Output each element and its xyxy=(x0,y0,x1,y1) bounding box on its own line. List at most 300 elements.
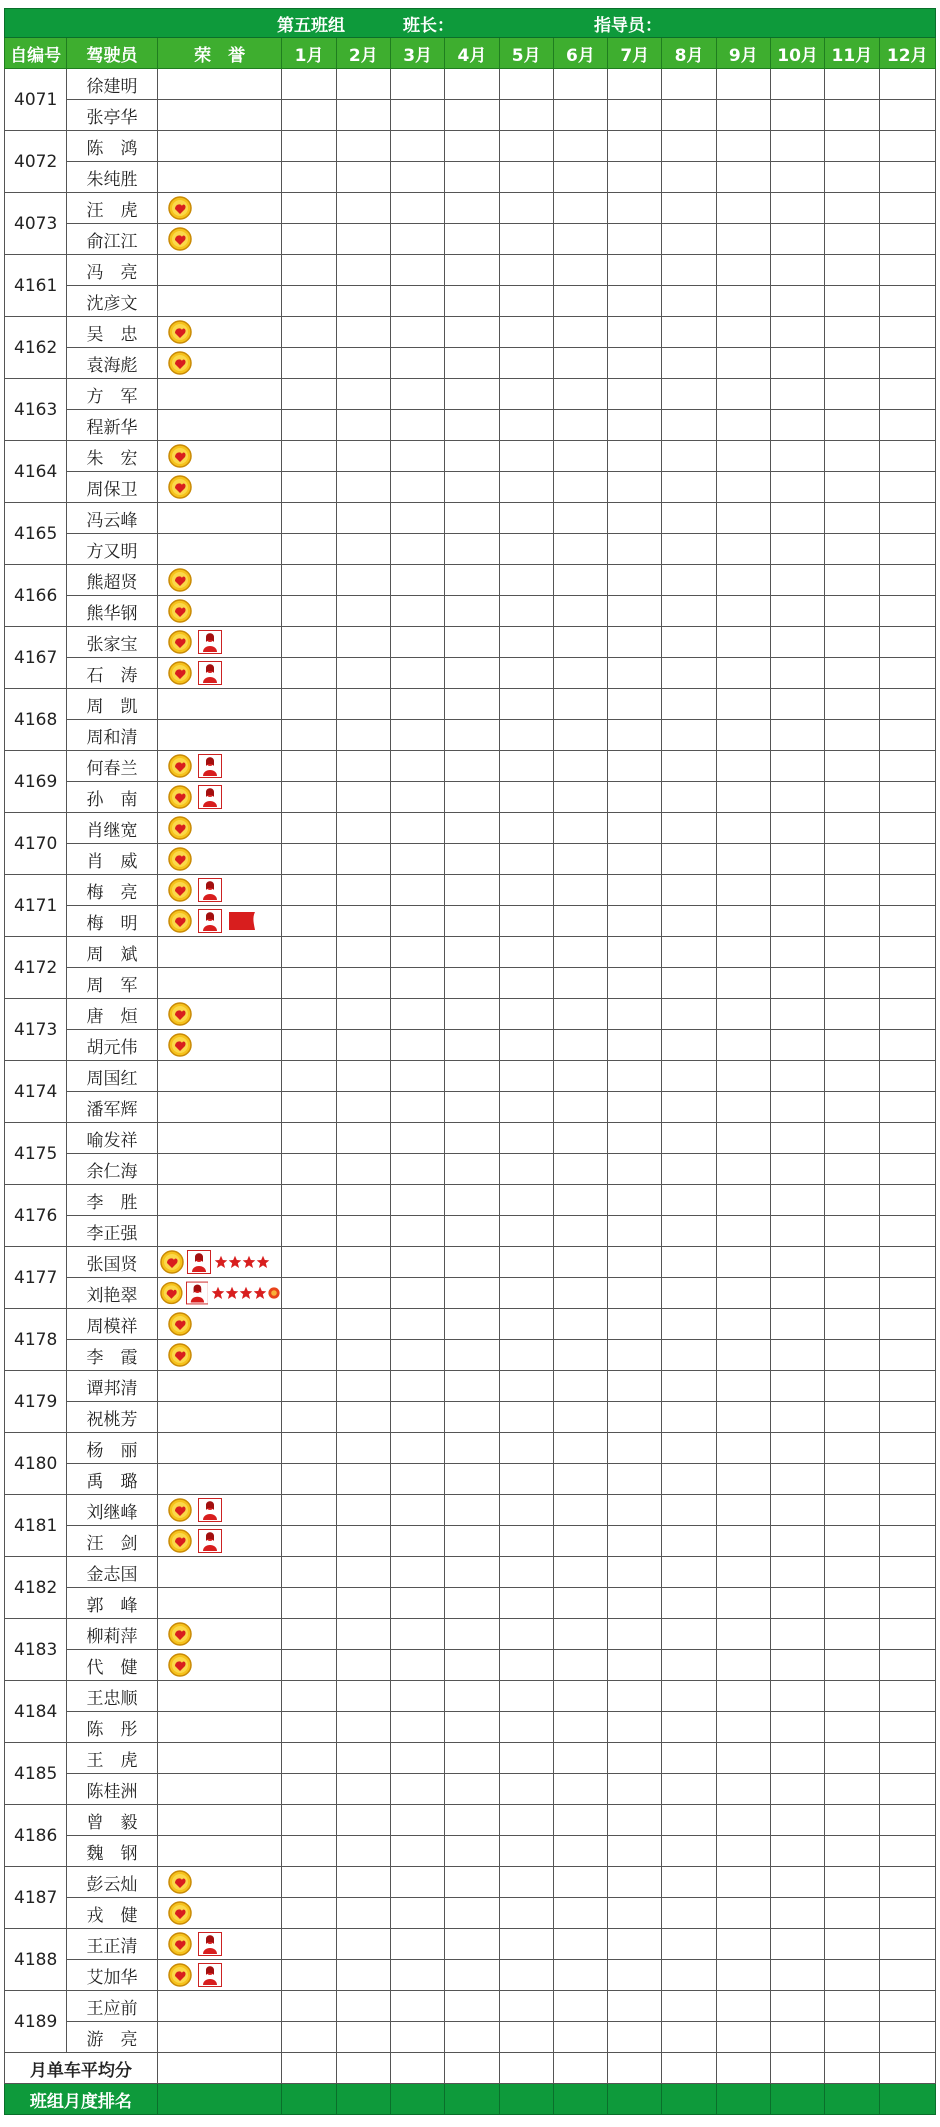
month-score-cell[interactable] xyxy=(608,1588,662,1619)
month-score-cell[interactable] xyxy=(336,1929,390,1960)
month-score-cell[interactable] xyxy=(825,441,879,472)
month-score-cell[interactable] xyxy=(716,751,770,782)
month-score-cell[interactable] xyxy=(608,813,662,844)
month-score-cell[interactable] xyxy=(608,472,662,503)
month-score-cell[interactable] xyxy=(282,379,336,410)
month-score-cell[interactable] xyxy=(879,1061,935,1092)
month-score-cell[interactable] xyxy=(770,875,824,906)
monthly-rank-cell[interactable] xyxy=(390,2084,444,2115)
month-score-cell[interactable] xyxy=(390,1805,444,1836)
month-score-cell[interactable] xyxy=(445,100,499,131)
month-score-cell[interactable] xyxy=(282,1867,336,1898)
monthly-average-cell[interactable] xyxy=(390,2053,444,2084)
month-score-cell[interactable] xyxy=(608,1185,662,1216)
month-score-cell[interactable] xyxy=(390,906,444,937)
month-score-cell[interactable] xyxy=(770,1309,824,1340)
month-score-cell[interactable] xyxy=(499,1619,553,1650)
month-score-cell[interactable] xyxy=(608,844,662,875)
month-score-cell[interactable] xyxy=(445,472,499,503)
month-score-cell[interactable] xyxy=(390,1247,444,1278)
month-score-cell[interactable] xyxy=(553,1836,607,1867)
month-score-cell[interactable] xyxy=(608,534,662,565)
month-score-cell[interactable] xyxy=(445,1836,499,1867)
month-score-cell[interactable] xyxy=(390,1681,444,1712)
month-score-cell[interactable] xyxy=(282,1557,336,1588)
month-score-cell[interactable] xyxy=(879,1402,935,1433)
month-score-cell[interactable] xyxy=(879,658,935,689)
month-score-cell[interactable] xyxy=(282,565,336,596)
month-score-cell[interactable] xyxy=(336,875,390,906)
month-score-cell[interactable] xyxy=(608,1402,662,1433)
month-score-cell[interactable] xyxy=(390,1898,444,1929)
month-score-cell[interactable] xyxy=(499,1030,553,1061)
month-score-cell[interactable] xyxy=(879,348,935,379)
month-score-cell[interactable] xyxy=(553,1898,607,1929)
month-score-cell[interactable] xyxy=(825,565,879,596)
month-score-cell[interactable] xyxy=(716,255,770,286)
month-score-cell[interactable] xyxy=(336,441,390,472)
month-score-cell[interactable] xyxy=(282,1402,336,1433)
month-score-cell[interactable] xyxy=(445,1030,499,1061)
month-score-cell[interactable] xyxy=(390,1960,444,1991)
month-score-cell[interactable] xyxy=(336,1433,390,1464)
month-score-cell[interactable] xyxy=(336,1619,390,1650)
monthly-rank-cell[interactable] xyxy=(553,2084,607,2115)
month-score-cell[interactable] xyxy=(825,813,879,844)
month-score-cell[interactable] xyxy=(716,441,770,472)
month-score-cell[interactable] xyxy=(662,782,716,813)
month-score-cell[interactable] xyxy=(553,1650,607,1681)
month-score-cell[interactable] xyxy=(445,999,499,1030)
month-score-cell[interactable] xyxy=(879,1309,935,1340)
month-score-cell[interactable] xyxy=(770,1123,824,1154)
month-score-cell[interactable] xyxy=(716,720,770,751)
month-score-cell[interactable] xyxy=(336,1061,390,1092)
month-score-cell[interactable] xyxy=(445,627,499,658)
month-score-cell[interactable] xyxy=(825,1929,879,1960)
month-score-cell[interactable] xyxy=(825,1557,879,1588)
month-score-cell[interactable] xyxy=(608,317,662,348)
month-score-cell[interactable] xyxy=(445,596,499,627)
month-score-cell[interactable] xyxy=(716,844,770,875)
month-score-cell[interactable] xyxy=(336,379,390,410)
month-score-cell[interactable] xyxy=(716,1960,770,1991)
month-score-cell[interactable] xyxy=(445,1185,499,1216)
month-score-cell[interactable] xyxy=(716,1743,770,1774)
month-score-cell[interactable] xyxy=(553,441,607,472)
month-score-cell[interactable] xyxy=(608,1867,662,1898)
month-score-cell[interactable] xyxy=(825,999,879,1030)
month-score-cell[interactable] xyxy=(770,1650,824,1681)
month-score-cell[interactable] xyxy=(445,1216,499,1247)
month-score-cell[interactable] xyxy=(445,1588,499,1619)
month-score-cell[interactable] xyxy=(608,1712,662,1743)
month-score-cell[interactable] xyxy=(553,503,607,534)
month-score-cell[interactable] xyxy=(553,1774,607,1805)
month-score-cell[interactable] xyxy=(336,937,390,968)
monthly-rank-cell[interactable] xyxy=(879,2084,935,2115)
month-score-cell[interactable] xyxy=(716,658,770,689)
month-score-cell[interactable] xyxy=(825,1774,879,1805)
month-score-cell[interactable] xyxy=(390,162,444,193)
month-score-cell[interactable] xyxy=(879,1681,935,1712)
month-score-cell[interactable] xyxy=(716,2022,770,2053)
month-score-cell[interactable] xyxy=(825,751,879,782)
month-score-cell[interactable] xyxy=(553,1185,607,1216)
month-score-cell[interactable] xyxy=(608,782,662,813)
month-score-cell[interactable] xyxy=(282,1991,336,2022)
month-score-cell[interactable] xyxy=(608,286,662,317)
month-score-cell[interactable] xyxy=(770,286,824,317)
month-score-cell[interactable] xyxy=(445,1867,499,1898)
month-score-cell[interactable] xyxy=(879,379,935,410)
month-score-cell[interactable] xyxy=(282,224,336,255)
month-score-cell[interactable] xyxy=(390,565,444,596)
month-score-cell[interactable] xyxy=(825,1433,879,1464)
month-score-cell[interactable] xyxy=(445,658,499,689)
month-score-cell[interactable] xyxy=(608,2022,662,2053)
month-score-cell[interactable] xyxy=(825,1650,879,1681)
month-score-cell[interactable] xyxy=(445,441,499,472)
month-score-cell[interactable] xyxy=(662,1433,716,1464)
month-score-cell[interactable] xyxy=(716,1092,770,1123)
month-score-cell[interactable] xyxy=(770,1340,824,1371)
month-score-cell[interactable] xyxy=(445,1681,499,1712)
month-score-cell[interactable] xyxy=(770,1929,824,1960)
month-score-cell[interactable] xyxy=(336,1774,390,1805)
month-score-cell[interactable] xyxy=(282,1030,336,1061)
month-score-cell[interactable] xyxy=(445,906,499,937)
month-score-cell[interactable] xyxy=(553,1433,607,1464)
month-score-cell[interactable] xyxy=(716,224,770,255)
month-score-cell[interactable] xyxy=(445,1061,499,1092)
month-score-cell[interactable] xyxy=(390,1774,444,1805)
month-score-cell[interactable] xyxy=(662,193,716,224)
month-score-cell[interactable] xyxy=(445,131,499,162)
month-score-cell[interactable] xyxy=(445,937,499,968)
month-score-cell[interactable] xyxy=(499,1681,553,1712)
month-score-cell[interactable] xyxy=(390,968,444,999)
month-score-cell[interactable] xyxy=(825,1898,879,1929)
month-score-cell[interactable] xyxy=(445,875,499,906)
month-score-cell[interactable] xyxy=(608,1309,662,1340)
month-score-cell[interactable] xyxy=(879,720,935,751)
month-score-cell[interactable] xyxy=(336,1216,390,1247)
month-score-cell[interactable] xyxy=(825,596,879,627)
month-score-cell[interactable] xyxy=(553,1867,607,1898)
month-score-cell[interactable] xyxy=(825,1247,879,1278)
month-score-cell[interactable] xyxy=(336,658,390,689)
month-score-cell[interactable] xyxy=(825,875,879,906)
month-score-cell[interactable] xyxy=(608,1278,662,1309)
month-score-cell[interactable] xyxy=(716,286,770,317)
month-score-cell[interactable] xyxy=(825,782,879,813)
month-score-cell[interactable] xyxy=(662,1991,716,2022)
month-score-cell[interactable] xyxy=(282,658,336,689)
month-score-cell[interactable] xyxy=(608,596,662,627)
month-score-cell[interactable] xyxy=(608,627,662,658)
month-score-cell[interactable] xyxy=(499,1588,553,1619)
month-score-cell[interactable] xyxy=(716,1929,770,1960)
month-score-cell[interactable] xyxy=(282,1061,336,1092)
month-score-cell[interactable] xyxy=(879,875,935,906)
month-score-cell[interactable] xyxy=(282,255,336,286)
month-score-cell[interactable] xyxy=(390,1619,444,1650)
month-score-cell[interactable] xyxy=(716,100,770,131)
month-score-cell[interactable] xyxy=(499,1185,553,1216)
month-score-cell[interactable] xyxy=(770,1960,824,1991)
month-score-cell[interactable] xyxy=(879,1588,935,1619)
month-score-cell[interactable] xyxy=(445,1495,499,1526)
month-score-cell[interactable] xyxy=(445,162,499,193)
month-score-cell[interactable] xyxy=(879,503,935,534)
month-score-cell[interactable] xyxy=(662,1371,716,1402)
month-score-cell[interactable] xyxy=(662,1650,716,1681)
month-score-cell[interactable] xyxy=(879,1774,935,1805)
month-score-cell[interactable] xyxy=(608,1929,662,1960)
month-score-cell[interactable] xyxy=(336,224,390,255)
month-score-cell[interactable] xyxy=(336,1867,390,1898)
month-score-cell[interactable] xyxy=(879,596,935,627)
month-score-cell[interactable] xyxy=(879,193,935,224)
month-score-cell[interactable] xyxy=(770,317,824,348)
month-score-cell[interactable] xyxy=(445,348,499,379)
month-score-cell[interactable] xyxy=(662,968,716,999)
month-score-cell[interactable] xyxy=(879,1557,935,1588)
month-score-cell[interactable] xyxy=(445,751,499,782)
month-score-cell[interactable] xyxy=(770,968,824,999)
month-score-cell[interactable] xyxy=(770,1433,824,1464)
month-score-cell[interactable] xyxy=(608,348,662,379)
month-score-cell[interactable] xyxy=(282,286,336,317)
month-score-cell[interactable] xyxy=(282,1495,336,1526)
month-score-cell[interactable] xyxy=(282,162,336,193)
month-score-cell[interactable] xyxy=(879,1836,935,1867)
month-score-cell[interactable] xyxy=(716,472,770,503)
month-score-cell[interactable] xyxy=(553,1030,607,1061)
month-score-cell[interactable] xyxy=(879,441,935,472)
month-score-cell[interactable] xyxy=(608,1650,662,1681)
month-score-cell[interactable] xyxy=(608,162,662,193)
month-score-cell[interactable] xyxy=(662,379,716,410)
month-score-cell[interactable] xyxy=(770,1867,824,1898)
month-score-cell[interactable] xyxy=(336,906,390,937)
month-score-cell[interactable] xyxy=(499,472,553,503)
month-score-cell[interactable] xyxy=(390,751,444,782)
month-score-cell[interactable] xyxy=(336,782,390,813)
month-score-cell[interactable] xyxy=(879,472,935,503)
month-score-cell[interactable] xyxy=(499,627,553,658)
month-score-cell[interactable] xyxy=(553,534,607,565)
month-score-cell[interactable] xyxy=(445,1898,499,1929)
month-score-cell[interactable] xyxy=(553,1991,607,2022)
month-score-cell[interactable] xyxy=(499,999,553,1030)
month-score-cell[interactable] xyxy=(662,162,716,193)
month-score-cell[interactable] xyxy=(825,1588,879,1619)
month-score-cell[interactable] xyxy=(336,503,390,534)
month-score-cell[interactable] xyxy=(499,1960,553,1991)
month-score-cell[interactable] xyxy=(770,1061,824,1092)
month-score-cell[interactable] xyxy=(879,100,935,131)
month-score-cell[interactable] xyxy=(662,441,716,472)
month-score-cell[interactable] xyxy=(825,131,879,162)
month-score-cell[interactable] xyxy=(553,1681,607,1712)
month-score-cell[interactable] xyxy=(499,596,553,627)
month-score-cell[interactable] xyxy=(553,410,607,441)
month-score-cell[interactable] xyxy=(662,1030,716,1061)
month-score-cell[interactable] xyxy=(499,906,553,937)
month-score-cell[interactable] xyxy=(390,1991,444,2022)
month-score-cell[interactable] xyxy=(716,906,770,937)
month-score-cell[interactable] xyxy=(445,410,499,441)
month-score-cell[interactable] xyxy=(390,131,444,162)
month-score-cell[interactable] xyxy=(336,534,390,565)
month-score-cell[interactable] xyxy=(445,2022,499,2053)
month-score-cell[interactable] xyxy=(282,348,336,379)
month-score-cell[interactable] xyxy=(716,410,770,441)
monthly-rank-cell[interactable] xyxy=(157,2084,282,2115)
monthly-rank-cell[interactable] xyxy=(445,2084,499,2115)
month-score-cell[interactable] xyxy=(608,1526,662,1557)
month-score-cell[interactable] xyxy=(608,658,662,689)
month-score-cell[interactable] xyxy=(499,286,553,317)
month-score-cell[interactable] xyxy=(716,1185,770,1216)
month-score-cell[interactable] xyxy=(662,348,716,379)
month-score-cell[interactable] xyxy=(445,1092,499,1123)
month-score-cell[interactable] xyxy=(608,720,662,751)
month-score-cell[interactable] xyxy=(499,1495,553,1526)
month-score-cell[interactable] xyxy=(499,1650,553,1681)
month-score-cell[interactable] xyxy=(336,1805,390,1836)
month-score-cell[interactable] xyxy=(825,1495,879,1526)
month-score-cell[interactable] xyxy=(879,689,935,720)
month-score-cell[interactable] xyxy=(499,162,553,193)
month-score-cell[interactable] xyxy=(390,1836,444,1867)
month-score-cell[interactable] xyxy=(716,937,770,968)
month-score-cell[interactable] xyxy=(499,193,553,224)
month-score-cell[interactable] xyxy=(825,224,879,255)
month-score-cell[interactable] xyxy=(499,1929,553,1960)
month-score-cell[interactable] xyxy=(282,1960,336,1991)
month-score-cell[interactable] xyxy=(390,1371,444,1402)
month-score-cell[interactable] xyxy=(716,1619,770,1650)
month-score-cell[interactable] xyxy=(282,1154,336,1185)
month-score-cell[interactable] xyxy=(770,1743,824,1774)
month-score-cell[interactable] xyxy=(336,1030,390,1061)
month-score-cell[interactable] xyxy=(716,596,770,627)
month-score-cell[interactable] xyxy=(282,1836,336,1867)
month-score-cell[interactable] xyxy=(390,782,444,813)
month-score-cell[interactable] xyxy=(662,844,716,875)
month-score-cell[interactable] xyxy=(390,1743,444,1774)
month-score-cell[interactable] xyxy=(662,1309,716,1340)
month-score-cell[interactable] xyxy=(445,1960,499,1991)
month-score-cell[interactable] xyxy=(879,813,935,844)
month-score-cell[interactable] xyxy=(825,1867,879,1898)
month-score-cell[interactable] xyxy=(879,1340,935,1371)
month-score-cell[interactable] xyxy=(336,1588,390,1619)
month-score-cell[interactable] xyxy=(825,472,879,503)
month-score-cell[interactable] xyxy=(825,1216,879,1247)
month-score-cell[interactable] xyxy=(879,1216,935,1247)
month-score-cell[interactable] xyxy=(282,1340,336,1371)
month-score-cell[interactable] xyxy=(770,100,824,131)
month-score-cell[interactable] xyxy=(825,1805,879,1836)
month-score-cell[interactable] xyxy=(879,1092,935,1123)
month-score-cell[interactable] xyxy=(390,410,444,441)
month-score-cell[interactable] xyxy=(390,441,444,472)
month-score-cell[interactable] xyxy=(879,317,935,348)
month-score-cell[interactable] xyxy=(499,782,553,813)
month-score-cell[interactable] xyxy=(390,224,444,255)
month-score-cell[interactable] xyxy=(499,441,553,472)
month-score-cell[interactable] xyxy=(282,596,336,627)
month-score-cell[interactable] xyxy=(499,1743,553,1774)
month-score-cell[interactable] xyxy=(716,1154,770,1185)
month-score-cell[interactable] xyxy=(282,875,336,906)
month-score-cell[interactable] xyxy=(336,720,390,751)
month-score-cell[interactable] xyxy=(282,472,336,503)
month-score-cell[interactable] xyxy=(662,1495,716,1526)
month-score-cell[interactable] xyxy=(825,968,879,999)
month-score-cell[interactable] xyxy=(553,2022,607,2053)
month-score-cell[interactable] xyxy=(282,1216,336,1247)
month-score-cell[interactable] xyxy=(336,255,390,286)
month-score-cell[interactable] xyxy=(445,69,499,100)
month-score-cell[interactable] xyxy=(879,534,935,565)
month-score-cell[interactable] xyxy=(499,1216,553,1247)
month-score-cell[interactable] xyxy=(879,1805,935,1836)
month-score-cell[interactable] xyxy=(770,1557,824,1588)
month-score-cell[interactable] xyxy=(336,472,390,503)
monthly-average-cell[interactable] xyxy=(445,2053,499,2084)
month-score-cell[interactable] xyxy=(336,1340,390,1371)
month-score-cell[interactable] xyxy=(716,782,770,813)
month-score-cell[interactable] xyxy=(390,658,444,689)
month-score-cell[interactable] xyxy=(825,1991,879,2022)
month-score-cell[interactable] xyxy=(879,1495,935,1526)
month-score-cell[interactable] xyxy=(879,751,935,782)
month-score-cell[interactable] xyxy=(336,1495,390,1526)
month-score-cell[interactable] xyxy=(879,286,935,317)
month-score-cell[interactable] xyxy=(879,1526,935,1557)
month-score-cell[interactable] xyxy=(662,1154,716,1185)
month-score-cell[interactable] xyxy=(608,1774,662,1805)
month-score-cell[interactable] xyxy=(390,379,444,410)
month-score-cell[interactable] xyxy=(553,1960,607,1991)
month-score-cell[interactable] xyxy=(770,1030,824,1061)
month-score-cell[interactable] xyxy=(770,1278,824,1309)
month-score-cell[interactable] xyxy=(825,1185,879,1216)
month-score-cell[interactable] xyxy=(553,379,607,410)
month-score-cell[interactable] xyxy=(825,410,879,441)
month-score-cell[interactable] xyxy=(662,1402,716,1433)
month-score-cell[interactable] xyxy=(662,906,716,937)
month-score-cell[interactable] xyxy=(662,1712,716,1743)
month-score-cell[interactable] xyxy=(553,1402,607,1433)
month-score-cell[interactable] xyxy=(770,937,824,968)
month-score-cell[interactable] xyxy=(608,1805,662,1836)
month-score-cell[interactable] xyxy=(825,503,879,534)
month-score-cell[interactable] xyxy=(390,596,444,627)
month-score-cell[interactable] xyxy=(499,1402,553,1433)
month-score-cell[interactable] xyxy=(282,1619,336,1650)
month-score-cell[interactable] xyxy=(716,379,770,410)
month-score-cell[interactable] xyxy=(390,1154,444,1185)
month-score-cell[interactable] xyxy=(499,100,553,131)
month-score-cell[interactable] xyxy=(336,1898,390,1929)
month-score-cell[interactable] xyxy=(499,1340,553,1371)
